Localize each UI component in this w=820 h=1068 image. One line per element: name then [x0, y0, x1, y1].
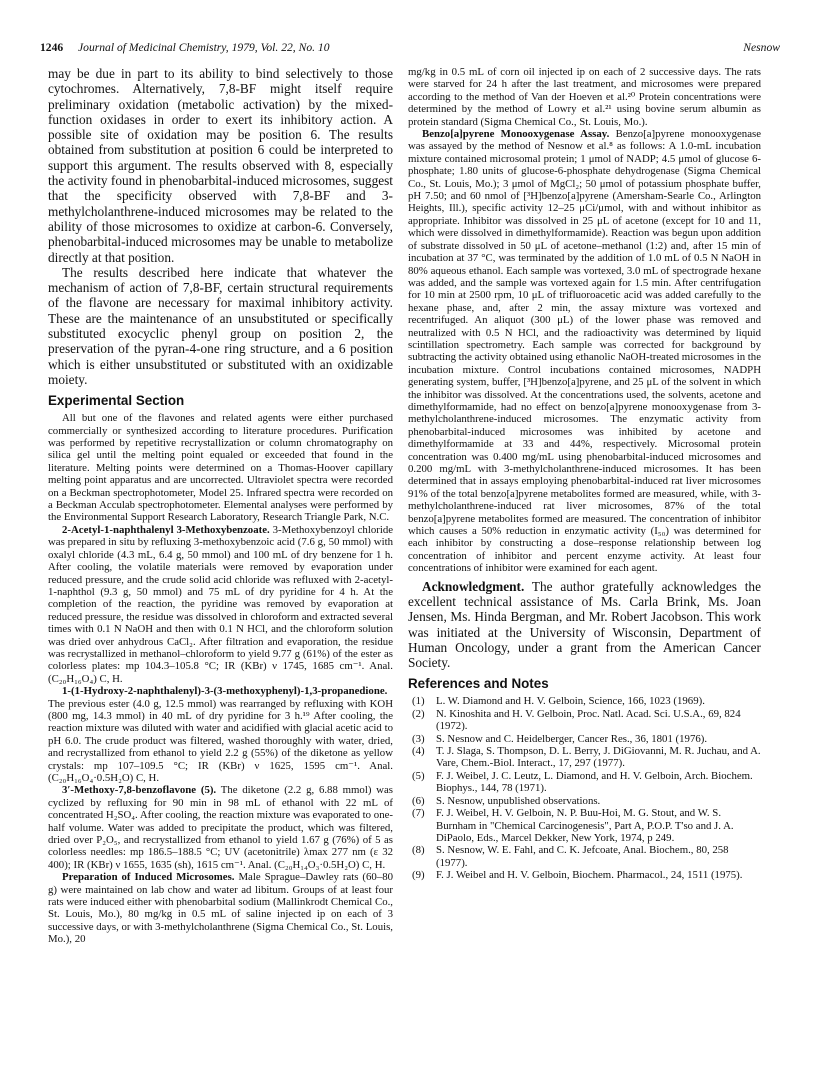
experimental-paragraph-diketone [48, 685, 393, 784]
reference-item: (9) F. J. Weibel and H. V. Gelboin, Biochem. Pharmacol., 24, 1511 (1975). [412, 869, 743, 882]
running-author: Nesnow [743, 41, 780, 54]
reference-item: (5) F. J. Weibel, J. C. Leutz, L. Diamond, and H. V. Gelboin, Arch. Biochem. Biophys., 144, 78 (1971). [412, 769, 753, 795]
reference-item: (3) S. Nesnow and C. Heidelberger, Cancer Res., 36, 1801 (1976). [412, 732, 708, 745]
page-number: 1246 [40, 41, 64, 54]
page-header [40, 41, 780, 61]
run-in-heading: 2-Acetyl-1-naphthalenyl 3-Methoxybenzoate. [62, 523, 270, 536]
left-column [48, 66, 393, 946]
reference-item: (4) T. J. Slaga, S. Thompson, D. L. Berry, J. DiGiovanni, M. R. Juchau, and A. Vare, Chem.-Biol. Interact., 17, 297 (1977). [412, 745, 761, 770]
reference-item: (8) S. Nesnow, W. E. Fahl, and C. K. Jefcoate, Anal. Biochem., 80, 258 (1977). [412, 844, 729, 869]
experimental-paragraph-intro: All but one of the flavones and related agents were either purchased commercially or synthesized according to literature procedures. Purification was performed by repetitive recrystallization or column chromatography on silica gel until the melting point equaled or exceeded that found in the literature. Melting points were determined on a Thomas-Hoover capillary melting point apparatus and are uncorrected. Ultraviolet spectra were recorded on a Beckman spectrophotometer, Model 25. Infrared spectra were recorded on a Beckman Acculab spectrophotometer. Elemental analyses were performed by the Environmental Support Research Laboratory, Research Triangle Park, N.C. [48, 412, 393, 524]
paragraph-text: The diketone (2.2 g, 6.88 mmol) was cyclized by refluxing for 90 min in 98 mL of ethanol with 22 mL of concentrated H₂SO₄. After cooling, the reaction mixture was evaporated to one-half volume. Water was added to precipitate the product, which was filtered, dried over P₂O₅, and recrystallized from ethanol to yield 1.67 g (76%) of 5 as colorless needles: mp 186.5–188.5 °C; UV (acetonitrile) λmax 277 nm (ε 32 400); IR (KBr) ν 1655, 1635 (sh), 1615 cm⁻¹. Anal. (C₂₀H₁₄O₃·0.5H₂O) C, H. [48, 784, 393, 871]
experimental-paragraph-microsomes [48, 871, 393, 945]
run-in-heading: Preparation of Induced Microsomes. [62, 871, 235, 884]
discussion-paragraph-2: The results described here indicate that whatever the mechanism of action of 7,8-BF, certain structural requirements of the flavone are necessary for maximal inhibitory activity. These are the maintenance of an unsubstituted or specifically substituted exocyclic phenyl group on position 2, the preservation of the pyran-4-one ring structure, and a 6 position which is either unsubstituted or substituted with an oxidizable moiety. [48, 264, 393, 387]
run-in-heading: 3′-Methoxy-7,8-benzoflavone (5). [62, 784, 217, 797]
paragraph-text: Male Sprague–Dawley rats (60–80 g) were maintained on lab chow and water ad libitum. Groups of at least four rats were induced either with phenobarbital sodium (Mallinkrodt Chemical Co., St. Louis, Mo.), 80 mg/kg in 0.5 mL of saline injected ip on each of 3 successive days, or with 3-methylcholanthrene (Sigma Chemical Co., St. Louis, Mo.), 20 [48, 871, 393, 946]
run-in-heading: 1-(1-Hydroxy-2-naphthalenyl)-3-(3-methoxyphenyl)-1,3-propanedione. [62, 685, 388, 698]
experimental-paragraph-ester [48, 524, 393, 685]
assay-paragraph [408, 128, 761, 575]
references-heading: References and Notes [408, 676, 549, 692]
reference-item: (1) L. W. Diamond and H. V. Gelboin, Science, 166, 1023 (1969). [412, 695, 705, 708]
continued-paragraph: mg/kg in 0.5 mL of corn oil injected ip on each of 2 successive days. The rats were starved for 24 h after the last treatment, and microsomes were prepared according to the method of Van der Hoeven et al.²⁰ Protein concentrations were determined by the method of Lowry et al.²¹ using bovine serum albumin as protein standard (Sigma Chemical Co., St. Louis, Mo.). [408, 66, 761, 128]
paragraph-text: The previous ester (4.0 g, 12.5 mmol) was rearranged by refluxing with KOH (800 mg, 14.3 mmol) in 40 mL of dry pyridine for 3 h.¹⁹ After cooling, the reaction mixture was diluted with water and acidified with glacial acetic acid to pH 6.0. The crude product was filtered, washed thoroughly with water, dried, and recrystallized from ethanol to yield 2.2 g (55%) of the diketone as yellow crystals: mp 107–109.5 °C; IR (KBr) ν 1625, 1595 cm⁻¹. Anal. (C₂₀H₁₆O₄·0.5H₂O) C, H. [48, 697, 393, 785]
acknowledgment-paragraph [408, 579, 761, 671]
journal-citation: Journal of Medicinal Chemistry, 1979, Vol. 22, No. 10 [78, 41, 330, 54]
references-list [408, 695, 761, 881]
reference-item: (6) S. Nesnow, unpublished observations. [412, 794, 601, 807]
reference-item: (7) F. J. Weibel, H. V. Gelboin, N. P. Buu-Hoi, M. G. Stout, and W. S. Burnham in "Chemical Carcinogenesis", Part A, P.O.P. T'so and J. A. DiPaolo, Eds., Marcel Dekker, New York, 1974, p 249. [412, 807, 734, 844]
discussion-paragraph-1: may be due in part to its ability to bind selectively to those cytochromes. Alternatively, 7,8-BF might itself require preliminary oxidation (metabolic activation) by the mixed-function oxidases in order to exert its inhibitory action. A possible site of oxidation may be position 6. The results obtained from substitution at position 6 could be interpreted to support this argument. The results observed with 8, especially the activity found in phenobarbital-induced microsomes, suggest that the specificity observed with 7,8-BF and 3-methylcholanthrene-induced microsomes may be related to the ability of those microsomes to oxidize at carbon-6. Conversely, phenobarbital-induced microsomes may be unable to metabolize directly at that position. [48, 66, 393, 265]
run-in-heading: Acknowledgment. [422, 578, 525, 594]
paragraph-text: The author gratefully acknowledges the excellent technical assistance of Ms. Carla Brink, Ms. Joan Jensen, Ms. Hinda Bergman, and Mr. Robert Jacobson. This work was initiated at the University of Wisconsin, Department of Human Oncology, under a grant from the American Cancer Society. [408, 578, 761, 671]
reference-item: (2) N. Kinoshita and H. V. Gelboin, Proc. Natl. Acad. Sci. U.S.A., 69, 824 (1972). [412, 707, 741, 733]
experimental-section-heading: Experimental Section [48, 393, 185, 409]
run-in-heading: Benzo[a]pyrene Monooxygenase Assay. [422, 128, 610, 141]
experimental-paragraph-benzoflavone [48, 784, 393, 871]
paragraph-text: 3-Methoxybenzoyl chloride was prepared in situ by refluxing 3-methoxybenzoic acid (7.6 g, 50 mmol) with oxalyl chloride (4.3 mL, 6.4 g, 50 mmol) and 100 mL of dry benzene for 1 h. After cooling, the volatile materials were removed by evaporation under reduced pressure, and the crude solid acid chloride was refluxed with 2-acetyl-1-naphthol (9.3 g, 50 mmol) and 75 mL of dry pyridine for 4 h. At the completion of the reaction, the pyridine was removed by evaporation at reduced pressure, the residue was dissolved in chloroform and extracted several times with 0.1 N NaOH and then with 0.1 N HCl, and the chloroform solution was dried over anhydrous CaCl₂. After filtration and evaporation, the residue was recrystallized in methanol–chloroform to yield 9.77 g (61%) of the ester as colorless plates: mp 104.3–105.8 °C; IR (KBr) ν 1745, 1685 cm⁻¹. Anal. (C₂₀H₁₆O₄) C, H. [48, 523, 394, 685]
right-column [408, 66, 761, 882]
paragraph-text: Benzo[a]pyrene monooxygenase was assayed by the method of Nesnow et al.⁸ as follows: A 1.0-mL incubation mixture contained microsomal protein; 1 μmol of NADP; 4.5 μmol of glucose 6-phosphate; 1.80 units of glucose-6-phosphate dehydrogenase (Sigma Chemical Co., St. Louis, Mo.); 3 μmol of MgCl₂; 50 μmol of potassium phosphate buffer, pH 7.50; and 60 nmol of [³H]benzo[a]pyrene (Amersham-Searle Co., Arlington Heights, Ill.), specific activity 12–25 μCi/μmol, with and without inhibitor as appropriate. Inhibitor was dissolved in 25 μL of acetone (except for 10 and 11, which were dissolved in dimethylformamide). Reaction was begun upon addition of substrate dissolved in 50 μL of acetone–methanol (1:2) and, after 15 min of incubation at 37 °C, was terminated by the addition of 1.0 mL of 0.5 N NaOH in 80% aqueous ethanol. Each sample was vortexed, 3.0 mL of spectrograde hexane was added, and the sample was vortexed again for 1.5 min. After centrifugation for 10 min at 2500 rpm, 10 μL of trifluoroacetic acid was added carefully to the hexane phase, and, after 2 min, the assay mixture was vortexed and recentrifuged. An aliquot (300 μL) of the lower phase was removed and neutralized with 0.5 N HCl, and the radioactivity was determined by liquid scintillation spectrometry. Each sample was corrected for background by subtracting the activity obtained using ethanolic NaOH-treated microsomes in the incubation mixture. Control incubations contained microsomes, NADPH generating system, buffer, [³H]benzo[a]pyrene, and 25 μL of the solvent in which the inhibitor was dissolved. At the concentrations used, the solvents, acetone and dimethylformamide, had no effect on benzo[a]pyrene monooxygenase from 3-methylcholanthrene-induced microsomes. The enzymatic activity from phenobarbital-induced microsomes was inhibited by acetone and dimethylformamide at 33 and 44%, respectively. Microsomal protein concentration was 0.400 mg/mL using phenobarbital-induced microsomes and 0.200 mg/mL with 3-methylcholanthrene-induced microsomes. It has been determined that in assays employing phenobarbital-induced rat liver microsomes 91% of the total benzo[a]pyrene metabolites formed are measured, while, with 3-methylcholanthrene-induced rat liver microsomes, 87% of the total benzo[a]pyrene metabolites formed are measured. The concentration of inhibitor which causes a 50% reduction in enzymatic activity (I₅₀) was determined for each inhibitor by constructing a dose–response relationship between log concentration of inhibitor and percent enzyme activity. At least four concentrations of inhibitor were examined for each agent. [408, 128, 761, 575]
